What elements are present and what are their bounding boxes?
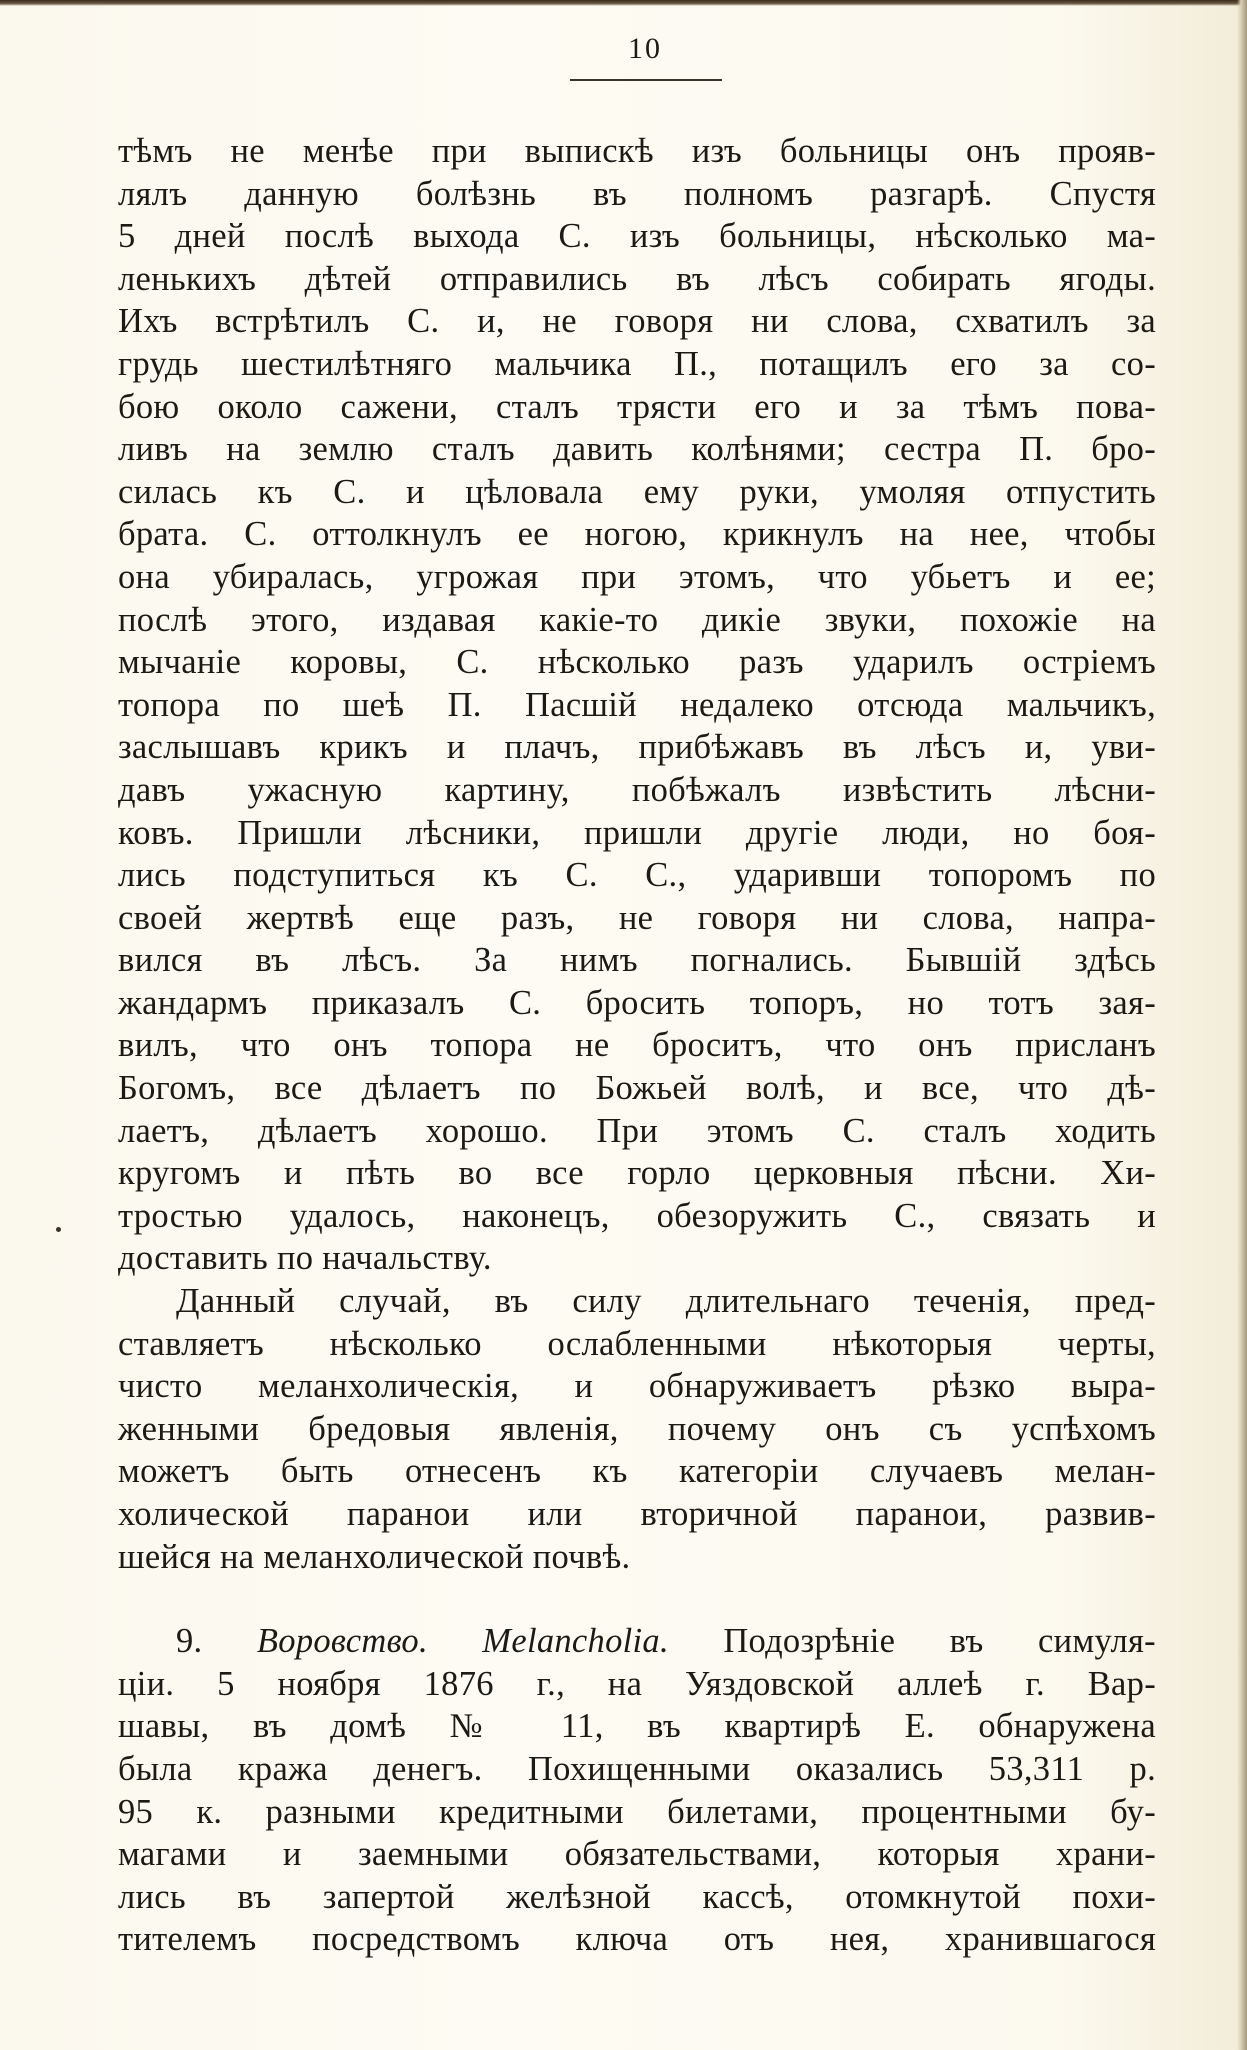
- margin-mark: [56, 1227, 61, 1232]
- case-heading-rest: Подозрѣніе въ симуля-: [723, 1622, 1156, 1661]
- text-line: лаетъ, дѣлаетъ хорошо. При этомъ С. сталъ ходить: [118, 1111, 1156, 1150]
- case-heading-line: [118, 1620, 1156, 1663]
- text-line: топора по шеѣ П. Пасшій недалеко отсюда мальчикъ,: [118, 685, 1156, 724]
- paragraph-gap: [118, 1578, 1156, 1620]
- text-line: была кража денегъ. Похищенными оказались 53,311 р.: [118, 1749, 1156, 1788]
- text-line: брата. С. оттолкнулъ ее ногою, крикнулъ на нее, чтобы: [118, 515, 1156, 554]
- page-right-edge: [1237, 0, 1247, 2050]
- text-line: жандармъ приказалъ С. бросить топоръ, но тотъ зая-: [118, 983, 1156, 1022]
- text-line: тителемъ посредствомъ ключа отъ нея, хранившагося: [118, 1920, 1156, 1959]
- text-line: Данный случай, въ силу длительнаго теченія, пред-: [176, 1282, 1156, 1321]
- text-line: ковъ. Пришли лѣсники, пришли другіе люди, но боя-: [118, 813, 1156, 852]
- text-line: лялъ данную болѣзнь въ полномъ разгарѣ. Спустя: [118, 174, 1156, 213]
- text-line: можетъ быть отнесенъ къ категоріи случаевъ мелан-: [118, 1452, 1156, 1491]
- text-line: тростью удалось, наконецъ, обезоружить С., связать и: [118, 1196, 1156, 1235]
- case-number: 9.: [176, 1622, 203, 1661]
- text-line: лись подступиться къ С. С., ударивши топоромъ по: [118, 856, 1156, 895]
- text-line: ленькихъ дѣтей отправились въ лѣсъ собирать ягоды.: [118, 259, 1156, 298]
- page-number: 10: [628, 32, 662, 65]
- text-line: Богомъ, все дѣлаетъ по Божьей волѣ, и все, что дѣ-: [118, 1069, 1156, 1108]
- text-line: силась къ С. и цѣловала ему руки, умоляя отпустить: [118, 472, 1156, 511]
- text-line: вилъ, что онъ топора не броситъ, что онъ присланъ: [118, 1026, 1156, 1065]
- text-line: женными бредовыя явленія, почему онъ съ успѣхомъ: [118, 1409, 1156, 1448]
- paragraph-3-case-9: [118, 1620, 1156, 1961]
- text-line: ставляетъ нѣсколько ослабленными нѣкоторыя черты,: [118, 1324, 1156, 1363]
- text-line: магами и заемными обязательствами, которыя храни-: [118, 1835, 1156, 1874]
- paragraph-2: [118, 1280, 1156, 1578]
- text-line: давъ ужасную картину, побѣжалъ извѣстить лѣсни-: [118, 770, 1156, 809]
- page-number-rule: [570, 79, 722, 81]
- text-line: вился въ лѣсъ. За нимъ погнались. Бывшій здѣсь: [118, 941, 1156, 980]
- text-line: ливъ на землю сталъ давить колѣнями; сестра П. бро-: [118, 430, 1156, 469]
- text-line: грудь шестилѣтняго мальчика П., потащилъ его за со-: [118, 344, 1156, 383]
- text-line: заслышавъ крикъ и плачъ, прибѣжавъ въ лѣсъ и, уви-: [118, 728, 1156, 767]
- text-line: 5 дней послѣ выхода С. изъ больницы, нѣсколько ма-: [118, 217, 1156, 256]
- text-line: шейся на меланхолической почвѣ.: [118, 1537, 631, 1576]
- text-line: чисто меланхолическія, и обнаруживаетъ рѣзко выра-: [118, 1367, 1156, 1406]
- text-line: бою около сажени, сталъ трясти его и за тѣмъ пова-: [118, 387, 1156, 426]
- text-line: лись въ запертой желѣзной кассѣ, отомкнутой похи-: [118, 1877, 1156, 1916]
- text-line: Ихъ встрѣтилъ С. и, не говоря ни слова, схватилъ за: [118, 302, 1156, 341]
- page-top-edge: [0, 0, 1247, 6]
- text-line: 95 к. разными кредитными билетами, процентными бу-: [118, 1792, 1156, 1831]
- text-line: доставить по начальству.: [118, 1239, 492, 1278]
- text-line: она убиралась, угрожая при этомъ, что убьетъ и ее;: [118, 557, 1156, 596]
- text-line: послѣ этого, издавая какіе-то дикіе звуки, похожіе на: [118, 600, 1156, 639]
- text-line: своей жертвѣ еще разъ, не говоря ни слова, напра-: [118, 898, 1156, 937]
- case-title: Воровство. Melancholia.: [256, 1622, 669, 1661]
- text-line: шавы, въ домѣ № 11, въ квартирѣ Е. обнаружена: [118, 1707, 1156, 1746]
- body-text: [118, 130, 1156, 1961]
- paragraph-1: [118, 130, 1156, 1280]
- text-line: холической паранои или вторичной паранои, развив-: [118, 1495, 1156, 1533]
- text-line: мычаніе коровы, С. нѣсколько разъ ударилъ остріемъ: [118, 643, 1156, 682]
- text-line: тѣмъ не менѣе при выпискѣ изъ больницы онъ прояв-: [118, 132, 1156, 170]
- text-line: кругомъ и пѣть во все горло церковныя пѣсни. Хи-: [118, 1154, 1156, 1193]
- text-line: ціи. 5 ноября 1876 г., на Уяздовской аллеѣ г. Вар-: [118, 1664, 1156, 1703]
